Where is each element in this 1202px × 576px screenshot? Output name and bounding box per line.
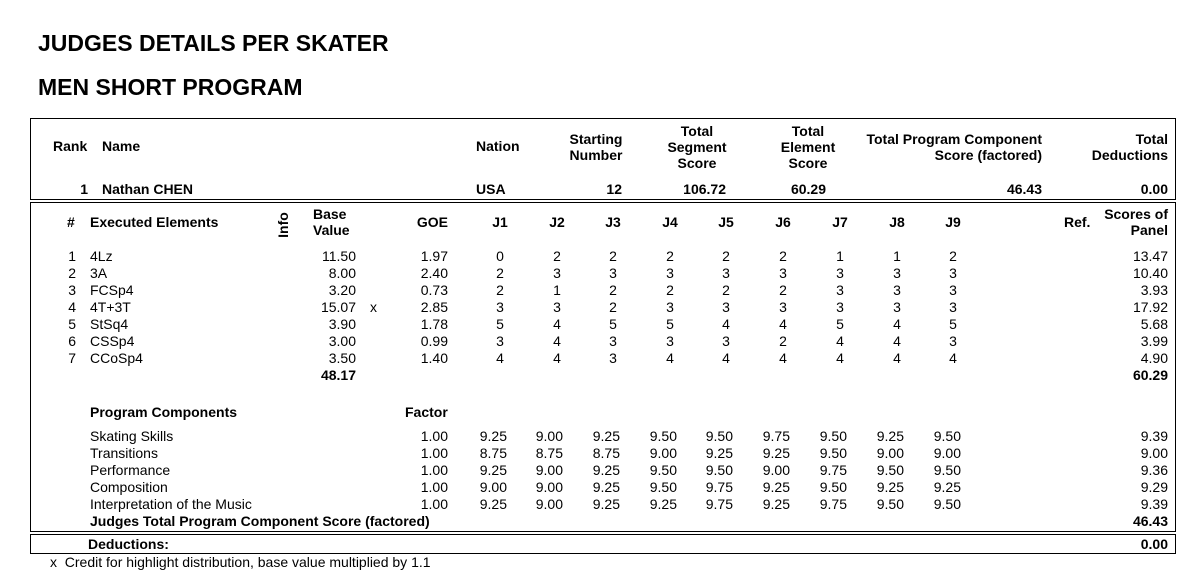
element-judge-score-j9: 4 [949, 350, 957, 366]
element-goe: 1.40 [420, 350, 448, 366]
component-judge-score-j2: 9.00 [535, 479, 563, 495]
component-judge-score-j1: 9.25 [479, 462, 507, 478]
element-goe: 2.40 [420, 265, 448, 281]
element-judge-score-j5: 4 [722, 316, 730, 332]
component-judge-score-j1: 9.00 [479, 479, 507, 495]
component-panel-score: 9.36 [1140, 462, 1168, 478]
component-judge-score-j9: 9.50 [933, 462, 961, 478]
component-judge-score-j9: 9.00 [933, 445, 961, 461]
element-judge-score-j4: 5 [666, 316, 674, 332]
element-judge-score-j3: 2 [609, 299, 617, 315]
skater-tss: 106.72 [683, 181, 726, 197]
element-name: CCoSp4 [90, 350, 143, 366]
element-base-value: 3.20 [328, 282, 356, 298]
judge-header-8: J8 [889, 214, 905, 230]
element-judge-score-j6: 4 [779, 350, 787, 366]
component-name: Transitions [90, 445, 158, 461]
element-judge-score-j9: 2 [949, 248, 957, 264]
component-judge-score-j5: 9.75 [705, 496, 733, 512]
component-name: Interpretation of the Music [90, 496, 252, 512]
component-factor: 1.00 [420, 496, 448, 512]
element-judge-score-j3: 2 [609, 248, 617, 264]
element-judge-score-j4: 4 [666, 350, 674, 366]
header-nation: Nation [476, 138, 520, 154]
component-factor: 1.00 [420, 428, 448, 444]
element-goe: 1.97 [420, 248, 448, 264]
component-judge-score-j5: 9.50 [705, 462, 733, 478]
component-factor: 1.00 [420, 445, 448, 461]
element-judge-score-j2: 3 [553, 299, 561, 315]
skater-deductions: 0.00 [1140, 181, 1168, 197]
component-judge-score-j8: 9.25 [876, 479, 904, 495]
page-title: JUDGES DETAILS PER SKATER [38, 30, 389, 56]
element-judge-score-j6: 2 [779, 333, 787, 349]
elements-header-label: Executed Elements [90, 214, 219, 230]
element-judge-score-j3: 3 [609, 265, 617, 281]
element-base-value: 3.90 [328, 316, 356, 332]
skater-tes: 60.29 [790, 181, 826, 197]
component-judge-score-j7: 9.50 [819, 445, 847, 461]
element-judge-score-j5: 4 [722, 350, 730, 366]
element-num: 6 [68, 333, 76, 349]
component-judge-score-j6: 9.75 [762, 428, 790, 444]
deductions-label: Deductions: [88, 536, 169, 552]
component-judge-score-j3: 8.75 [592, 445, 620, 461]
judge-header-5: J5 [718, 214, 734, 230]
component-judge-score-j4: 9.25 [649, 496, 677, 512]
element-panel-score: 17.92 [1132, 299, 1168, 315]
component-judge-score-j8: 9.25 [876, 428, 904, 444]
element-judge-score-j1: 0 [496, 248, 504, 264]
element-num: 5 [68, 316, 76, 332]
component-factor: 1.00 [420, 479, 448, 495]
skater-name: Nathan CHEN [102, 181, 194, 197]
component-judge-score-j9: 9.25 [933, 479, 961, 495]
pc-total-label: Judges Total Program Component Score (factored) [90, 513, 430, 529]
skater-pcs: 46.43 [1006, 181, 1042, 197]
element-judge-score-j3: 2 [609, 282, 617, 298]
component-judge-score-j2: 9.00 [535, 428, 563, 444]
element-judge-score-j4: 2 [666, 282, 674, 298]
element-judge-score-j5: 3 [722, 299, 730, 315]
elements-header-ref: Ref. [1064, 214, 1091, 230]
element-name: 3A [90, 265, 108, 281]
component-panel-score: 9.29 [1140, 479, 1168, 495]
judge-header-9: J9 [945, 214, 961, 230]
component-factor: 1.00 [420, 462, 448, 478]
deductions-box [30, 534, 1176, 554]
element-judge-score-j2: 4 [553, 333, 561, 349]
element-judge-score-j1: 2 [496, 282, 504, 298]
component-judge-score-j6: 9.25 [762, 445, 790, 461]
element-judge-score-j3: 3 [609, 333, 617, 349]
component-judge-score-j4: 9.50 [649, 479, 677, 495]
element-num: 3 [68, 282, 76, 298]
element-info: x [370, 299, 377, 315]
elements-header-num: # [67, 214, 75, 230]
element-judge-score-j5: 2 [722, 248, 730, 264]
component-panel-score: 9.39 [1140, 496, 1168, 512]
footnote: x Credit for highlight distribution, base value multiplied by 1.1 [50, 554, 431, 570]
component-judge-score-j4: 9.50 [649, 462, 677, 478]
pc-header-label: Program Components [90, 404, 238, 420]
element-panel-score: 3.93 [1140, 282, 1168, 298]
element-base-value: 3.50 [328, 350, 356, 366]
component-judge-score-j2: 9.00 [535, 496, 563, 512]
element-judge-score-j8: 4 [893, 316, 901, 332]
element-judge-score-j5: 2 [722, 282, 730, 298]
element-panel-score: 10.40 [1132, 265, 1168, 281]
element-panel-score: 3.99 [1140, 333, 1168, 349]
page-subtitle: MEN SHORT PROGRAM [38, 74, 303, 100]
element-base-value: 15.07 [320, 299, 356, 315]
element-goe: 1.78 [420, 316, 448, 332]
element-judge-score-j6: 2 [779, 282, 787, 298]
skater-starting-number: 12 [606, 181, 622, 197]
element-judge-score-j6: 3 [779, 299, 787, 315]
element-judge-score-j1: 3 [496, 333, 504, 349]
element-judge-score-j3: 3 [609, 350, 617, 366]
element-judge-score-j6: 4 [779, 316, 787, 332]
element-judge-score-j5: 3 [722, 265, 730, 281]
component-judge-score-j9: 9.50 [933, 496, 961, 512]
header-total-pcs: Total Program Component Score (factored) [866, 131, 1042, 163]
component-judge-score-j8: 9.50 [876, 462, 904, 478]
judge-header-4: J4 [662, 214, 678, 230]
element-judge-score-j8: 1 [893, 248, 901, 264]
element-judge-score-j9: 5 [949, 316, 957, 332]
element-judge-score-j2: 2 [553, 248, 561, 264]
elements-header-goe: GOE [416, 214, 448, 230]
element-judge-score-j8: 3 [893, 299, 901, 315]
element-judge-score-j9: 3 [949, 333, 957, 349]
element-name: FCSp4 [90, 282, 134, 298]
element-judge-score-j1: 5 [496, 316, 504, 332]
deductions-value: 0.00 [1140, 536, 1168, 552]
element-judge-score-j8: 3 [893, 282, 901, 298]
element-judge-score-j7: 4 [836, 350, 844, 366]
component-judge-score-j1: 9.25 [479, 428, 507, 444]
judge-header-2: J2 [549, 214, 565, 230]
element-judge-score-j7: 3 [836, 265, 844, 281]
component-judge-score-j8: 9.50 [876, 496, 904, 512]
element-judge-score-j4: 3 [666, 299, 674, 315]
component-judge-score-j6: 9.00 [762, 462, 790, 478]
component-panel-score: 9.00 [1140, 445, 1168, 461]
element-judge-score-j2: 3 [553, 265, 561, 281]
element-judge-score-j4: 3 [666, 265, 674, 281]
component-judge-score-j3: 9.25 [592, 462, 620, 478]
elements-header-info: Info [275, 212, 291, 238]
component-judge-score-j1: 8.75 [479, 445, 507, 461]
judge-header-6: J6 [775, 214, 791, 230]
header-total-deductions: Total Deductions [1091, 131, 1168, 163]
element-panel-score: 13.47 [1132, 248, 1168, 264]
element-base-value: 8.00 [328, 265, 356, 281]
component-judge-score-j4: 9.00 [649, 445, 677, 461]
element-judge-score-j4: 3 [666, 333, 674, 349]
element-num: 1 [68, 248, 76, 264]
element-name: CSSp4 [90, 333, 135, 349]
skater-nation: USA [476, 181, 506, 197]
element-goe: 0.73 [420, 282, 448, 298]
component-judge-score-j3: 9.25 [592, 479, 620, 495]
header-name: Name [102, 138, 141, 154]
element-name: 4T+3T [90, 299, 131, 315]
element-panel-score: 5.68 [1140, 316, 1168, 332]
component-judge-score-j6: 9.25 [762, 496, 790, 512]
element-goe: 0.99 [420, 333, 448, 349]
element-judge-score-j7: 5 [836, 316, 844, 332]
element-judge-score-j1: 2 [496, 265, 504, 281]
element-name: 4Lz [90, 248, 113, 264]
pc-header-factor: Factor [405, 404, 448, 420]
element-base-value: 3.00 [328, 333, 356, 349]
element-judge-score-j7: 3 [836, 282, 844, 298]
element-judge-score-j9: 3 [949, 282, 957, 298]
component-judge-score-j5: 9.75 [705, 479, 733, 495]
element-judge-score-j6: 3 [779, 265, 787, 281]
element-base-value: 11.50 [322, 248, 356, 264]
element-judge-score-j9: 3 [949, 265, 957, 281]
element-judge-score-j2: 4 [553, 316, 561, 332]
component-judge-score-j7: 9.75 [819, 462, 847, 478]
component-judge-score-j5: 9.50 [705, 428, 733, 444]
pc-total-score: 46.43 [1132, 513, 1168, 529]
element-judge-score-j3: 5 [609, 316, 617, 332]
elements-header-scores: Scores of Panel [1104, 206, 1168, 238]
component-judge-score-j4: 9.50 [649, 428, 677, 444]
skater-rank: 1 [80, 181, 88, 197]
component-judge-score-j5: 9.25 [705, 445, 733, 461]
judge-header-1: J1 [492, 214, 508, 230]
element-judge-score-j7: 4 [836, 333, 844, 349]
element-judge-score-j4: 2 [666, 248, 674, 264]
component-judge-score-j7: 9.50 [819, 479, 847, 495]
element-judge-score-j1: 4 [496, 350, 504, 366]
header-rank: Rank [53, 138, 88, 154]
element-judge-score-j2: 1 [553, 282, 561, 298]
element-judge-score-j8: 3 [893, 265, 901, 281]
component-judge-score-j7: 9.50 [819, 428, 847, 444]
component-judge-score-j7: 9.75 [819, 496, 847, 512]
element-judge-score-j7: 1 [836, 248, 844, 264]
component-judge-score-j6: 9.25 [762, 479, 790, 495]
component-judge-score-j2: 9.00 [535, 462, 563, 478]
elements-total-score: 60.29 [1132, 367, 1168, 383]
element-judge-score-j9: 3 [949, 299, 957, 315]
element-judge-score-j6: 2 [779, 248, 787, 264]
header-total-element-score: Total Element Score [780, 123, 836, 171]
header-total-segment-score: Total Segment Score [667, 123, 727, 171]
elements-total-base: 48.17 [320, 367, 356, 383]
component-judge-score-j3: 9.25 [592, 496, 620, 512]
component-name: Skating Skills [90, 428, 174, 444]
element-name: StSq4 [90, 316, 129, 332]
component-name: Composition [90, 479, 168, 495]
element-judge-score-j5: 3 [722, 333, 730, 349]
judge-header-3: J3 [605, 214, 621, 230]
judge-header-7: J7 [832, 214, 848, 230]
component-panel-score: 9.39 [1140, 428, 1168, 444]
element-judge-score-j8: 4 [893, 350, 901, 366]
component-name: Performance [90, 462, 171, 478]
element-num: 4 [68, 299, 76, 315]
component-judge-score-j3: 9.25 [592, 428, 620, 444]
element-goe: 2.85 [420, 299, 448, 315]
component-judge-score-j1: 9.25 [479, 496, 507, 512]
component-judge-score-j2: 8.75 [535, 445, 563, 461]
element-judge-score-j7: 3 [836, 299, 844, 315]
element-judge-score-j1: 3 [496, 299, 504, 315]
element-num: 2 [68, 265, 76, 281]
element-panel-score: 4.90 [1140, 350, 1168, 366]
element-num: 7 [68, 350, 76, 366]
elements-header-base-value: Base Value [313, 206, 350, 238]
component-judge-score-j8: 9.00 [876, 445, 904, 461]
component-judge-score-j9: 9.50 [933, 428, 961, 444]
element-judge-score-j2: 4 [553, 350, 561, 366]
header-starting-number: Starting Number [569, 131, 623, 163]
element-judge-score-j8: 4 [893, 333, 901, 349]
